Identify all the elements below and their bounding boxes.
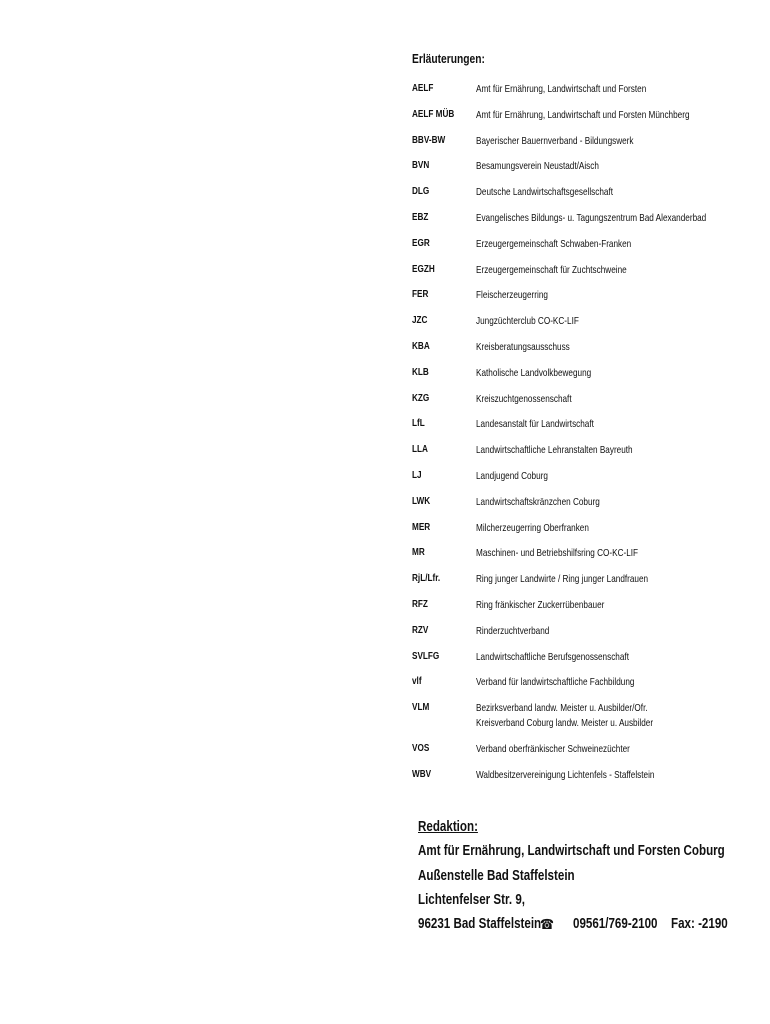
list-item	[412, 742, 752, 768]
abbreviation-description: Landwirtschaftliche Berufsgenossenschaft	[476, 650, 629, 663]
editorial-title: Redaktion:	[418, 819, 478, 835]
list-item	[412, 237, 752, 263]
list-item	[412, 159, 752, 185]
abbreviation: VLM	[412, 701, 430, 714]
abbreviation-description: Amt für Ernährung, Landwirtschaft und Forsten Münchberg	[476, 108, 690, 121]
abbreviation-description: Fleischerzeugerring	[476, 289, 548, 302]
abbreviation: WBV	[412, 767, 432, 780]
list-item	[412, 417, 752, 443]
abbreviation-description: Amt für Ernährung, Landwirtschaft und Forsten	[476, 83, 647, 95]
abbreviation-list	[412, 82, 752, 794]
abbreviation: SVLFG	[412, 649, 440, 662]
editorial-organization: Amt für Ernährung, Landwirtschaft und Forsten Coburg	[418, 843, 725, 860]
abbreviation: KZG	[412, 391, 430, 404]
abbreviation-description: Ring junger Landwirte / Ring junger Landfrauen	[476, 573, 649, 586]
abbreviation: LLA	[412, 443, 428, 456]
editorial-street: Lichtenfelser Str. 9,	[418, 891, 526, 908]
abbreviation: VOS	[412, 742, 430, 755]
contact-line	[418, 912, 770, 936]
abbreviation: RZV	[412, 623, 429, 636]
abbreviation-description: Maschinen- und Betriebshilfsring CO-KC-LIF	[476, 547, 639, 560]
abbreviation-description: Landwirtschaftliche Lehranstalten Bayreuth	[476, 444, 633, 457]
abbreviation-description: Waldbesitzervereinigung Lichtenfels - Staffelstein	[476, 768, 655, 781]
abbreviation-description: Kreisberatungsausschuss	[476, 340, 570, 353]
list-item	[412, 495, 752, 521]
abbreviation: BBV-BW	[412, 133, 446, 146]
list-item	[412, 211, 752, 237]
abbreviation-description: Jungzüchterclub CO-KC-LIF	[476, 315, 579, 328]
abbreviation: KBA	[412, 339, 430, 352]
abbreviation: LJ	[412, 468, 422, 481]
editorial-branch: Außenstelle Bad Staffelstein	[418, 867, 575, 884]
abbreviation: KLB	[412, 365, 429, 378]
list-item	[412, 263, 752, 289]
phone-icon: ☎	[540, 916, 554, 933]
editorial-city: 96231 Bad Staffelstein	[418, 916, 542, 933]
list-item	[412, 521, 752, 547]
list-item	[412, 624, 752, 650]
list-item	[412, 469, 752, 495]
list-item	[412, 768, 752, 794]
abbreviation: EGR	[412, 236, 430, 249]
list-item	[412, 392, 752, 418]
list-item	[412, 82, 752, 108]
abbreviation: JZC	[412, 314, 428, 327]
abbreviation-description: Besamungsverein Neustadt/Aisch	[476, 160, 599, 173]
abbreviation-description: Landjugend Coburg	[476, 469, 548, 482]
list-item	[412, 340, 752, 366]
abbreviation-description: Landesanstalt für Landwirtschaft	[476, 418, 594, 431]
list-item	[412, 675, 752, 701]
abbreviation-description: Evangelisches Bildungs- u. Tagungszentrum Bad Alexanderbad	[476, 211, 707, 224]
abbreviation-description: Erzeugergemeinschaft Schwaben-Franken	[476, 237, 632, 250]
abbreviation: EBZ	[412, 210, 429, 223]
abbreviation-description: Verband für landwirtschaftliche Fachbildung	[476, 676, 635, 689]
phone-number: 09561/769-2100	[573, 916, 658, 933]
list-item	[412, 314, 752, 340]
abbreviation: EGZH	[412, 262, 435, 275]
list-item	[412, 546, 752, 572]
description-line: Bezirksverband landw. Meister u. Ausbilder/Ofr.	[476, 702, 648, 715]
list-item	[412, 185, 752, 211]
abbreviation: RjL/Lfr.	[412, 572, 441, 585]
list-item	[412, 108, 752, 134]
list-item	[412, 288, 752, 314]
list-item	[412, 572, 752, 598]
abbreviation: LWK	[412, 494, 431, 507]
abbreviation: MER	[412, 520, 431, 533]
list-item	[412, 650, 752, 676]
description-line: Kreisverband Coburg landw. Meister u. Ausbilder	[476, 717, 654, 730]
abbreviation-description: Katholische Landvolkbewegung	[476, 366, 592, 379]
list-item	[412, 701, 752, 742]
abbreviation-description	[476, 701, 653, 731]
list-item	[412, 598, 752, 624]
abbreviation-description: Milcherzeugerring Oberfranken	[476, 521, 589, 534]
abbreviation-description: Ring fränkischer Zuckerrübenbauer	[476, 598, 605, 611]
abbreviation-description: Bayerischer Bauernverband - Bildungswerk	[476, 134, 634, 147]
abbreviation-description: Landwirtschaftskränzchen Coburg	[476, 495, 600, 508]
abbreviation: LfL	[412, 417, 425, 430]
abbreviation: AELF MÜB	[412, 107, 455, 120]
abbreviation-description: Verband oberfränkischer Schweinezüchter	[476, 743, 630, 756]
list-item	[412, 443, 752, 469]
abbreviation-description: Deutsche Landwirtschaftsgesellschaft	[476, 186, 614, 199]
abbreviation: vlf	[412, 675, 422, 688]
editorial-block	[418, 815, 770, 936]
abbreviation-description: Erzeugergemeinschaft für Zuchtschweine	[476, 263, 627, 276]
abbreviation: AELF	[412, 82, 434, 94]
list-item	[412, 134, 752, 160]
abbreviation-description: Rinderzuchtverband	[476, 624, 550, 637]
abbreviation: RFZ	[412, 597, 428, 610]
fax-number: Fax: -2190	[671, 916, 728, 933]
legend-heading: Erläuterungen:	[412, 52, 485, 66]
abbreviation-description: Kreiszuchtgenossenschaft	[476, 392, 572, 405]
abbreviation: DLG	[412, 185, 430, 198]
abbreviation: BVN	[412, 159, 430, 172]
abbreviation: FER	[412, 288, 429, 301]
abbreviation: MR	[412, 546, 425, 559]
list-item	[412, 366, 752, 392]
